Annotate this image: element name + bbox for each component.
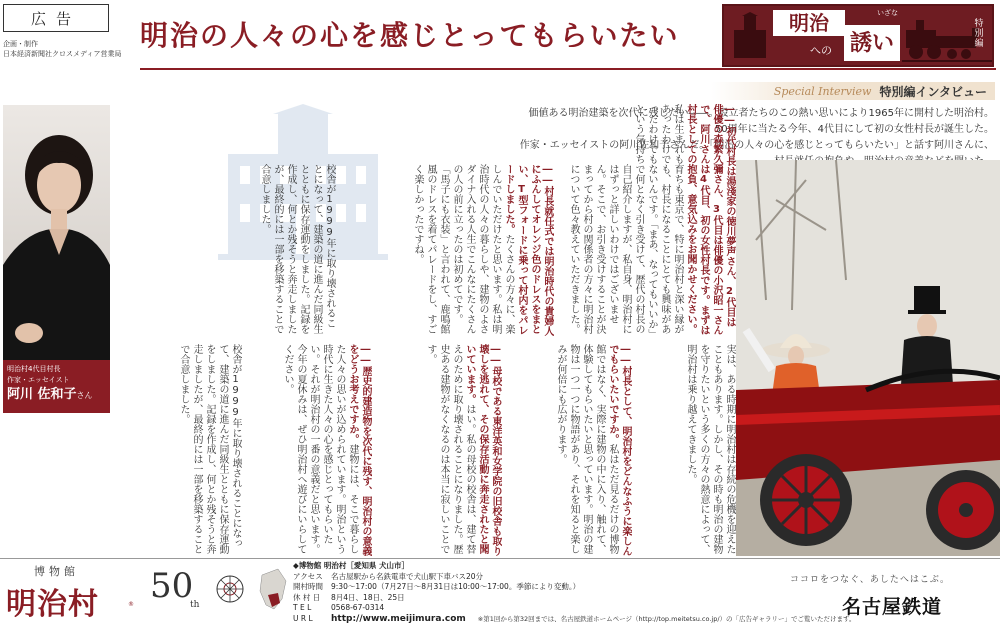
woman-portrait-illustration [3,105,110,360]
meitetsu-logo: 名古屋鉄道 [842,596,943,618]
answer-0: 校舎が1999年に取り壊されることになって、建築の道に進んだ同級生とともに保存運動をしました。記録を作成し、何とか残そうと奔走しましたが、最終的には一部を移築することで合意しました。 [259,164,335,334]
info-row-url: U R L http://www.meijimura.com ※第1回から第32回までは、名古屋鉄道ホームページ（http://top.meitetsu.co.jp/）の「広告ギャラリー」でご覧いただけます。 [293,613,856,624]
header-divider [140,68,996,70]
meitetsu-tagline: ココロをつなぐ、あしたへはこぶ。 [790,575,951,585]
ad-credit [3,39,121,59]
museum-label: 博物館 [34,565,79,578]
answer-4: ダイナ入れる人生でこんなにたくさんの人の前に立ったのは初めてです。「馬子にも衣装」と言われて、鹿鳴館風のドレスを着てパレードをし、すごく楽しかったですね。 [412,164,475,334]
lead-line1: 価値ある明治建築を次代に残したい――。設立者たちのこの熱い思いにより1965年に開村した明治村。 [528,108,994,119]
article-col-4 [336,164,476,336]
portrait-caption [3,360,110,413]
fiftieth-suffix: th [190,600,200,610]
fiftieth-number: 50 [150,566,194,606]
lead-line3: 作家・エッセイストの阿川佐和子さんだ。「明治の人々の心を感じとってもらいたい」と話す阿川さんに、 [519,140,994,151]
registered-mark: ® [128,601,134,608]
caption-name-text: 阿川 佐和子 [7,387,77,402]
article-col-5 [632,344,736,556]
series-sasoi: 誘い [844,25,900,61]
article-col-7 [372,344,502,556]
article-col-1 [632,104,736,336]
answer-1: 私は生まれも育ちも東京で、特に明治村と深い縁があったわけでも、村長になることにとても興味があったわけでもないんです。「まあ、なってもいいか」という気持ちで何となく引き受けて、歴代の村長の [633,104,683,334]
answer-3: たくさんの方々に、楽しんでいただけたと思います。私は明治時代の人々の暮らしや、建物のよさ [477,164,514,334]
question-7: ――母校である東洋英和女学院の旧校舎も取り壊しを逃れて、その保存活動に奔走されたと聞いています。 [464,344,501,556]
interview-label-en: Special Interview [773,84,872,98]
answer-6: 私はただ見るだけの博物館ではなく、実際に建物の中に入り、触れて、体験してもらいたいと思っています。明治の建物は一つ一つに物語があり、それを知ると楽しみが何倍にも広がります。 [555,344,618,554]
portrait-photo [3,105,110,360]
page-title: 明治の人々の心を感じとってもらいたい [140,19,680,52]
anniversary-emblem-icon [215,574,245,604]
series-he: への [810,44,832,57]
article-col-0 [118,164,336,336]
ad-gallery-note: ※第1回から第32回までは、名古屋鉄道ホームページ（http://top.meitetsu.co.jp/）の「広告ギャラリー」でご覧いただけます。 [477,614,856,623]
answer-8: 建物には、そこで暮らした人々の思いが込められています。明治という時代に生きた人々の心を感じとってもらいたい。それが明治村の一番の意義だと思います。今年の夏休みは、ぜひ明治村へ遊びにいらしてください。 [282,344,358,554]
series-ruby: いざな [877,9,898,17]
meijimura-logo: 明治村 [6,587,99,622]
caption-honorific: さん [76,391,93,400]
article-col-3 [476,164,554,336]
info-row-hours: 開村時間 9:30～17:00（7月27日～8月31日は10:00～17:00。季節により変動。） [293,582,581,591]
caption-name [7,386,106,405]
lead-line2: 50周年に当たる今年、4代目にして初の女性村長が誕生した。 [714,124,994,135]
museum-info [293,561,856,624]
question-3: ――村長就任式では明治時代の貴婦人にふんしてオレンジ色のドレスをまとい、T型フォードに乗って村内をパレードしました。 [503,164,553,336]
article-col-8 [242,344,372,556]
parade-photo [736,160,1000,556]
interview-label-ja: 特別編インタビュー [879,84,987,99]
series-meiji: 明治 [773,10,845,36]
meijimura-url-link[interactable]: http://www.meijimura.com [331,613,466,624]
caption-title: 明治村4代目村長 [7,365,61,373]
vintage-car-parade-illustration [736,160,1000,556]
answer-9: 校舎が1999年に取り壊されることになって、建築の道に進んだ同級生とともに保存運動をしました。記録を作成し、何とか残そうと奔走しましたが、最終的には一部を移築することで合意しました。 [178,344,241,554]
article-col-2 [554,164,632,336]
caption-profession: 作家・エッセイスト [7,376,70,384]
answer-5: 実は、ある時期に明治村は存続の危機を迎えたこともあります。しかし、その時も明治の建物を守りたいという多くの方々の熱意によって、明治村は乗り越えてきました。 [685,344,735,554]
question-8: ――歴史的建造物を次代に残す、明治村の意義をどうお考えですか。 [347,344,371,556]
info-row-tel: T E L 0568-67-0314 [293,603,385,612]
series-tokubetsu: 特別編 [974,19,984,49]
question-6: ――村長として、明治村をどんなふうに楽しんでもらいたいですか。 [607,344,631,556]
credit-line2: 日本経済新聞社クロスメディア営業局 [3,50,122,58]
building-silhouette-icon [730,12,770,62]
article-col-6 [502,344,632,556]
info-row-closed: 休 村 日 8月4日、18日、25日 [293,592,405,602]
ad-label: 広告 [3,4,109,32]
answer-2: 自己紹介しますが、私自身、明治村にはずっと詳しいわけではございません。そこで、お引き受けすることが決まってから村の関係者の方々に明治村について色々教えていただきました。 [568,164,631,334]
question-1: ――初代村長は湯淺家の徳川夢声さん、2代目は俳優の森繁久彌さん、3代目は俳優の小沢昭一さんで、阿川さんは4代目、初の女性村長です。まずは村長としての抱負、意気込みをお聞かせください。 [685,104,735,335]
info-row-access: アクセス 名古屋駅から名鉄電車で犬山駅下車バス20分 [293,571,484,581]
aichi-map-icon [258,565,288,621]
answer-7: はい。私の母校の校舎は、建て替えのために取り壊されることになりました。歴史ある建物がなくなるのは本当に寂しいことです。 [425,344,475,554]
info-title: ◆博物館 明治村［愛知県 犬山市］ [293,561,409,570]
article-col-9 [118,344,242,556]
series-logo [722,4,994,67]
article-body [118,104,736,556]
footer-divider [0,558,1000,559]
interview-label [711,82,995,100]
credit-line1: 企画・制作 [3,40,38,48]
